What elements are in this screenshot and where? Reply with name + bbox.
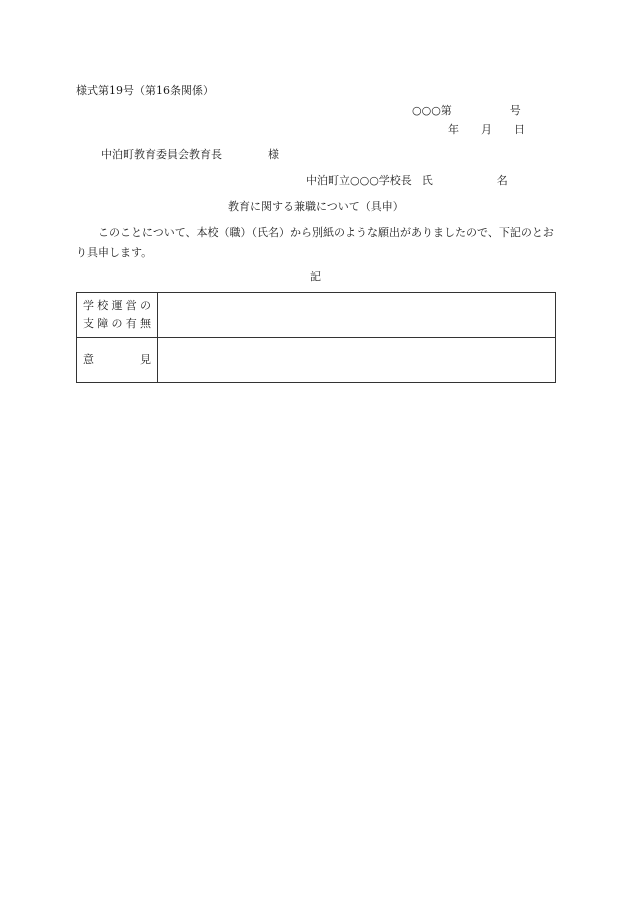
impact-value-cell[interactable] bbox=[158, 293, 556, 338]
label-line bbox=[77, 315, 157, 333]
sender-line bbox=[306, 174, 508, 188]
label-char: の bbox=[111, 317, 123, 330]
label-char: 校 bbox=[97, 299, 109, 312]
label-char: 意 bbox=[83, 353, 94, 366]
sender-organization: 中泊町立○○○学校長 bbox=[306, 174, 412, 187]
opinion-value-cell[interactable] bbox=[158, 338, 556, 383]
addressee-honorific: 様 bbox=[268, 148, 279, 161]
document-number-prefix: ○○○第 bbox=[412, 104, 452, 117]
label-char: 障 bbox=[97, 317, 109, 330]
table-row bbox=[77, 293, 556, 338]
label-char: 有 bbox=[125, 317, 137, 330]
document-number-suffix: 号 bbox=[509, 104, 521, 117]
date-line bbox=[448, 123, 525, 137]
label-line bbox=[77, 297, 157, 315]
label-cell-impact bbox=[77, 293, 158, 338]
record-table bbox=[76, 292, 556, 383]
label-char: 営 bbox=[125, 299, 137, 312]
date-day: 日 bbox=[514, 123, 525, 136]
label-char: 運 bbox=[111, 299, 123, 312]
subject-title: 教育に関する兼職について（具申） bbox=[228, 200, 404, 213]
date-month: 月 bbox=[481, 123, 492, 136]
body-text: このことについて、本校（職）（氏名）から別紙のような願出がありましたので、下記のとおり具申します。 bbox=[76, 226, 554, 259]
date-year: 年 bbox=[448, 123, 459, 136]
label-char: の bbox=[140, 299, 151, 312]
sender-shi: 氏 bbox=[421, 174, 433, 187]
label-char: 支 bbox=[83, 317, 94, 330]
addressee-name: 中泊町教育委員会教育長 bbox=[101, 148, 222, 161]
body-paragraph bbox=[76, 223, 558, 263]
label-cell-opinion bbox=[77, 338, 158, 383]
table-row bbox=[77, 338, 556, 383]
label-char: 無 bbox=[140, 317, 151, 330]
ki-heading: 記 bbox=[310, 270, 321, 283]
label-char: 学 bbox=[83, 299, 94, 312]
addressee-line bbox=[101, 148, 279, 162]
document-number-line bbox=[412, 104, 521, 118]
label-line bbox=[77, 351, 157, 369]
label-char: 見 bbox=[140, 353, 151, 366]
form-number: 様式第19号（第16条関係） bbox=[76, 84, 214, 97]
sender-mei: 名 bbox=[496, 174, 508, 187]
